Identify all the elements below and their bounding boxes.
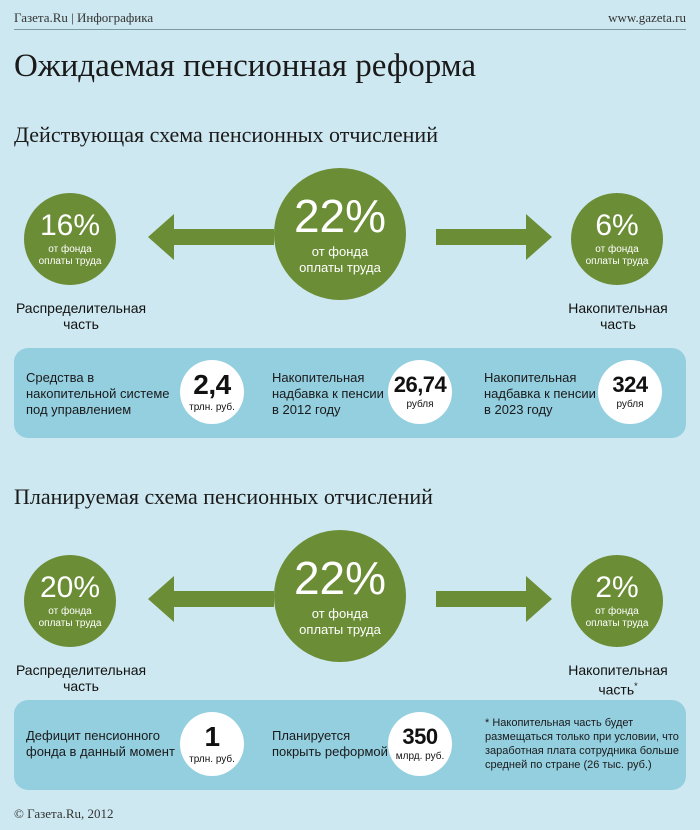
fact-value-circle <box>388 360 452 424</box>
planned-left-label: Распределительная часть <box>15 662 147 694</box>
copyright: © Газета.Ru, 2012 <box>14 806 114 821</box>
fact-unit: трлн. руб. <box>189 753 235 765</box>
fact-value-circle <box>388 712 452 776</box>
current-right-circle <box>571 193 663 285</box>
fact-value: 26,74 <box>393 371 447 397</box>
current-facts-bar <box>14 348 686 438</box>
current-center-pct: 22% <box>293 189 387 242</box>
fact-value: 324 <box>612 371 648 397</box>
fact-unit: млрд. руб. <box>395 750 445 762</box>
current-left-circle <box>24 193 116 285</box>
current-left-sub: от фонда оплаты труда <box>38 243 102 267</box>
current-right-pct: 6% <box>595 208 639 242</box>
header-source: Газета.Ru | Инфографика <box>14 10 154 25</box>
fact-unit: трлн. руб. <box>189 401 235 413</box>
current-center-circle <box>274 168 406 300</box>
planned-right-label: Накопительная часть <box>568 662 668 698</box>
footnote-mark: * <box>634 681 638 691</box>
fact-text: Накопительная надбавка к пенсии в 2023 году <box>484 370 596 417</box>
arrow-left-icon <box>148 214 274 260</box>
header-bar <box>14 8 686 30</box>
fact-unit: рубля <box>406 398 434 410</box>
current-right-sub: от фонда оплаты труда <box>585 243 649 267</box>
current-scheme-title: Действующая схема пенсионных отчислений <box>14 122 438 147</box>
planned-left-sub: от фонда оплаты труда <box>38 605 102 629</box>
planned-right-circle <box>571 555 663 647</box>
page-title: Ожидаемая пенсионная реформа <box>14 48 477 84</box>
arrow-left-icon <box>148 576 274 622</box>
fact-value: 1 <box>204 720 220 752</box>
current-right-label: Накопительная часть <box>568 300 668 332</box>
current-left-label: Распределительная часть <box>15 300 147 332</box>
fact-value-circle <box>598 360 662 424</box>
planned-left-pct: 20% <box>39 570 101 604</box>
planned-center-circle <box>274 530 406 662</box>
arrow-right-icon <box>436 214 552 260</box>
planned-right-pct: 2% <box>595 570 639 604</box>
planned-scheme-title: Планируемая схема пенсионных отчислений <box>14 484 433 509</box>
arrow-right-icon <box>436 576 552 622</box>
planned-center-sub: от фонда оплаты труда <box>299 605 381 637</box>
header-site[interactable]: www.gazeta.ru <box>608 10 686 25</box>
fact-value: 2,4 <box>193 368 231 400</box>
fact-text: Средства в накопительной системе под управлением <box>26 370 170 417</box>
fact-value-circle <box>180 360 244 424</box>
fact-value: 350 <box>402 723 438 749</box>
fact-text: Накопительная надбавка к пенсии в 2012 году <box>272 370 384 417</box>
footnote: * Накопительная часть будет размещаться только при условии, что заработная плата сотрудника больше средней по стране (26 тыс. руб.) <box>485 717 679 771</box>
current-left-pct: 16% <box>39 208 101 242</box>
planned-center-pct: 22% <box>293 551 387 604</box>
planned-right-label-wrap <box>558 662 678 698</box>
planned-right-sub: от фонда оплаты труда <box>585 605 649 629</box>
planned-left-circle <box>24 555 116 647</box>
fact-text: Планируется покрыть реформой <box>272 728 388 759</box>
fact-value-circle <box>180 712 244 776</box>
fact-unit: рубля <box>616 398 644 410</box>
current-center-sub: от фонда оплаты труда <box>299 243 381 275</box>
fact-text: Дефицит пенсионного фонда в данный момент <box>26 728 175 759</box>
